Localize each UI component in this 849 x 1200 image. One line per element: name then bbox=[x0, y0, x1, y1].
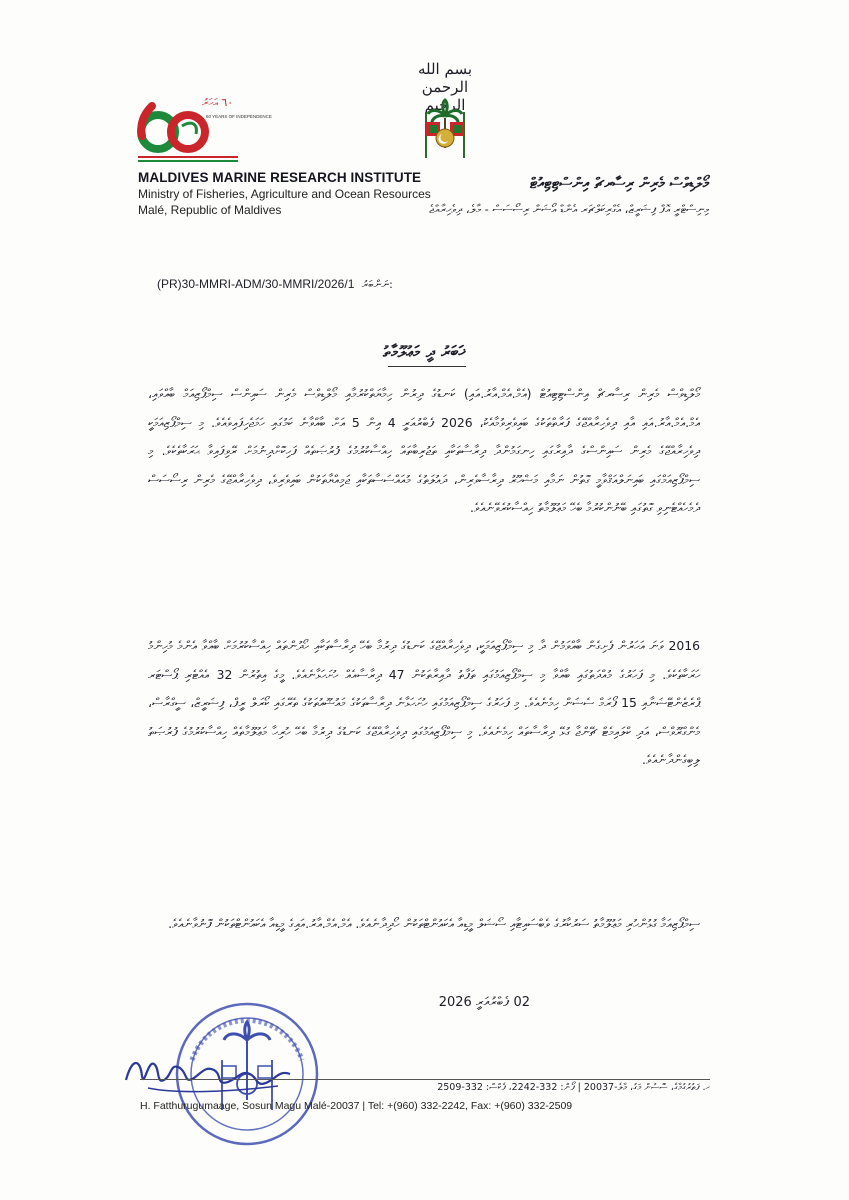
ministry-name-dv: މިނިސްޓްރީ އޮފް ފިޝަރީޒް، އެގްރިކަލްޗަރ އެންޑް އޯޝަން ރިސޯސަސް - މާލެ، ދިވެހިރާއްޖެ bbox=[429, 202, 709, 216]
reference-label: ނަންބަރު: bbox=[361, 278, 393, 291]
document-date: 02 ފެބްރުއަރީ 2026 bbox=[438, 995, 530, 1010]
logo-dhivehi-text: ٦٠ އަހަރު bbox=[202, 96, 234, 109]
institute-name-dv: މޯލްޑިވްސް މެރިން ރިސާރޗް އިންސްޓިޓިއުޓް bbox=[529, 174, 709, 192]
reference-number bbox=[157, 277, 417, 292]
footer-address-dv: ހ. ފަތުރުގުމާގެ، ސޮސުން މަގު، މާލެ-20037 | ފޯން: 332-2242، ފެކްސް: 332-2509 bbox=[437, 1082, 710, 1093]
bismillah: بسم الله الرحمن الرحيم bbox=[417, 60, 473, 114]
footer-address-en: H. Fatthurugumaage, Sosun Magu Malé-20037 | Tel: +(960) 332-2242, Fax: +(960) 332-2509 bbox=[140, 1100, 573, 1112]
footer-divider bbox=[140, 1079, 710, 1080]
body-paragraph-2: 2016 ވަނަ އަހަރުން ފެށިގެން ބާއްވަމުން ދާ މި ސިމްޕޯޒިއަމަކީ، ދިވެހިރާއްޖޭގެ ކަނޑުގެ ދިރުމާ ބެހޭ ދިރާސާތަކާއި ހޯދުންތައް ހިއްސާކުރުމަށް ބާއްވާ އެންމެ މުހިންމު ހަރަކާތެކެވެ. މި ފަހަރުގެ މުއްދަތުގައި ބާއްވާ މި ސިމްޕޯޒިއަމުގައި ތަފާތު ދާއިރާތަކުން 47 ދިރާސާއެއް ހުށަހަޅާނެއެވެ. މީގެ އިތުރުން 32 އެއްޓެރި ޕޯސްޓަރ ޕްރެޒެންޓޭޝަނާއި 15 ފޯރަމް ސެޝަން ހިމެނެއެވެ. މި ފަހަރުގެ ސިމްޕޯޒިއަމުގައި ހުށަހަޅާނެ ދިރާސާތަކުގެ މައުޟޫއުތަކުގެ ތެރޭގައި ކޯރަލް ރީފް، ފިޝަރީޒް، ސީގްރާސް، މެންގްރޫވްސް، އަދި ކްލައިމެޓް ޗޭންޖާ ގުޅޭ ދިރާސާތައް ހިމެނެއެވެ. މި ސިމްޕޯޒިއަމުގައި ދިވެހިރާއްޖޭގެ ކަނޑުގެ ދިރުމާ ބެހޭ ހުރިހާ މަޢުލޫމާތެއް ހިއްސާކުރުމުގެ ފުރުޞަތު ލިބިގެންދާނެއެވެ. bbox=[148, 638, 700, 767]
body-paragraph-3: ސިމްޕޯޒިއަމާ ގުޅުންހުރި މަޢުލޫމާތު ސަރުކާރުގެ ވެބްސައިޓާއި ސޯޝަލް މީޑިއާ އެކައުންޓްތަކުން ހޯދިދާނެއެވެ. އެމް.އެމް.އާރު.އައިގެ މީޑިއާ އެކައުންޓްތަކުން ފޮނުވާނެއެވެ. bbox=[168, 916, 700, 931]
document-title: ޚަބަރު ދީ މަޢުލޫމާތު bbox=[383, 342, 466, 361]
title-underline bbox=[388, 366, 466, 367]
body-paragraph-1: މޯލްޑިވްސް މެރިން ރިސާރޗް އިންސްޓިޓިއުޓް (އެމް.އެމް.އާރު.އައި) ކަނޑުގެ ދިރުން ހިމާޔަތްކުރުމާއި މޯލްޑިވްސް މެރިން ސައިންސް ސިމްޕޯޒިއަމް ބާއްވައި، އެމް.އެމް.އާރު.އައި އާއި ދިވެހިރާއްޖޭގެ ފަރާތްތަކުގެ ބައިވެރިވުމާއެކު، 2026 ފެބްރުއަރީ 4 އިން 5 އަށް ބާއްވާނެ ކަމުގައި ހަމަޖެހިފައިވެއެވެ. މި ސިމްޕޯޒިއަމަކީ ދިވެހިރާއްޖޭގެ މެރިން ސައިންސްގެ ދާއިރާގައި ހިނގަމުންދާ ދިރާސާތަކާއި ތަޖުރިބާތައް ހިއްސާކުރުމުގެ ފުރުޞަތެއް ފަހިކޮށްދިނުމަށް ރޭވިފައިވާ ޙަރަކާތެކެވެ. މި ސިމްޕޯޒިއަމްގައި ބައިނަލްއަޤްވާމީ ގޮތުން ނަމާއި މަޝްހޫރު ދިރާސާވެރިން، ދައުލަތުގެ މުއައްސަސާތަކާއި ޖަމިއްޔާތަކުން ބައިވެރިވެ، ދިވެހިރާއްޖޭގެ މެރިން ރިސޯސަސް ދެމެހެއްޓެނިވި ގޮތުގައި ބޭނުންކުރުމާ ބެހޭ މަޢުލޫމާތު ހިއްސާކުރެވޭނެއެވެ. bbox=[148, 386, 700, 515]
institute-name-en: MALDIVES MARINE RESEARCH INSTITUTE bbox=[138, 170, 422, 185]
institute-block-en bbox=[138, 170, 438, 217]
logo-text: 60 YEARS OF INDEPENDENCE bbox=[206, 114, 272, 119]
reference-value: (PR)30-MMRI-ADM/30-MMRI/2026/1 bbox=[157, 277, 355, 291]
location-en: Malé, Republic of Maldives bbox=[138, 203, 282, 217]
ministry-name-en: Ministry of Fisheries, Agriculture and Ocean Resources bbox=[138, 187, 431, 201]
state-emblem-icon bbox=[418, 98, 472, 160]
sixty-years-logo bbox=[132, 86, 272, 168]
